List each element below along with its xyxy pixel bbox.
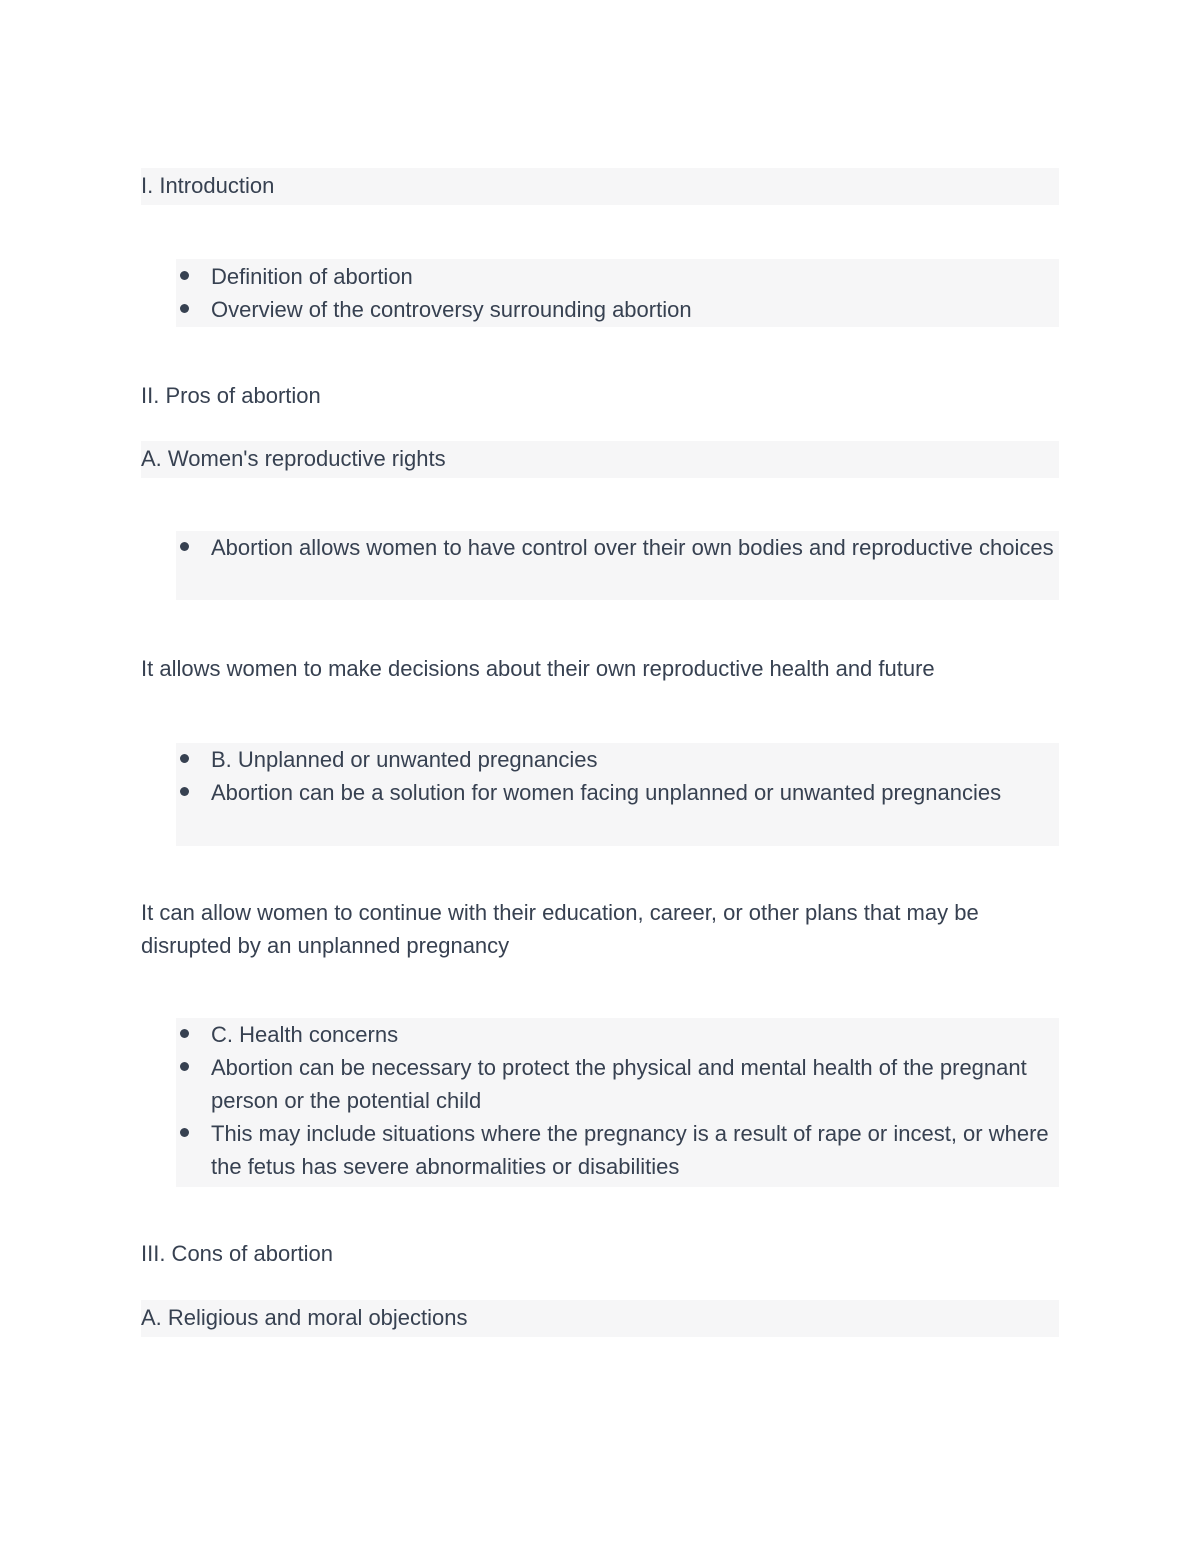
- subheading-womens-rights: [141, 441, 1059, 478]
- heading-text: II. Pros of abortion: [141, 383, 321, 408]
- paragraph-education-career: It can allow women to continue with their education, career, or other plans that may be disrupted by an unplanned pregnancy: [141, 900, 979, 958]
- list-item: C. Health concerns: [176, 1018, 1059, 1051]
- bullet-icon: [180, 787, 189, 796]
- bullet-icon: [180, 304, 189, 313]
- list-item: Definition of abortion: [176, 260, 1059, 293]
- bullet-icon: [180, 1029, 189, 1038]
- heading-text: III. Cons of abortion: [141, 1241, 333, 1266]
- bullet-icon: [180, 1128, 189, 1137]
- bullet-list-health-concerns: [176, 1018, 1059, 1187]
- list-item: Overview of the controversy surrounding abortion: [176, 293, 1059, 326]
- heading-text: A. Religious and moral objections: [141, 1305, 468, 1330]
- heading-text: A. Women's reproductive rights: [141, 446, 446, 471]
- paragraph-reproductive-health: It allows women to make decisions about their own reproductive health and future: [141, 656, 935, 681]
- bullet-list-introduction: [176, 259, 1059, 327]
- bullet-icon: [180, 1062, 189, 1071]
- section-heading-introduction: [141, 168, 1059, 205]
- list-item: This may include situations where the pregnancy is a result of rape or incest, or where the fetus has severe abnormalities or disabilities: [176, 1117, 1059, 1183]
- list-item: Abortion can be a solution for women facing unplanned or unwanted pregnancies: [176, 776, 1059, 809]
- bullet-icon: [180, 754, 189, 763]
- list-item: Abortion can be necessary to protect the physical and mental health of the pregnant person or the potential child: [176, 1051, 1059, 1117]
- bullet-list-womens-rights: [176, 531, 1059, 600]
- bullet-icon: [180, 542, 189, 551]
- bullet-icon: [180, 271, 189, 280]
- subheading-religious-objections: [141, 1300, 1059, 1337]
- section-heading-cons: [141, 1236, 1059, 1273]
- bullet-list-unplanned-pregnancies: [176, 743, 1059, 846]
- list-item: B. Unplanned or unwanted pregnancies: [176, 743, 1059, 776]
- heading-text: I. Introduction: [141, 173, 275, 198]
- list-item: Abortion allows women to have control over their own bodies and reproductive choices: [176, 531, 1059, 564]
- section-heading-pros: [141, 378, 1059, 415]
